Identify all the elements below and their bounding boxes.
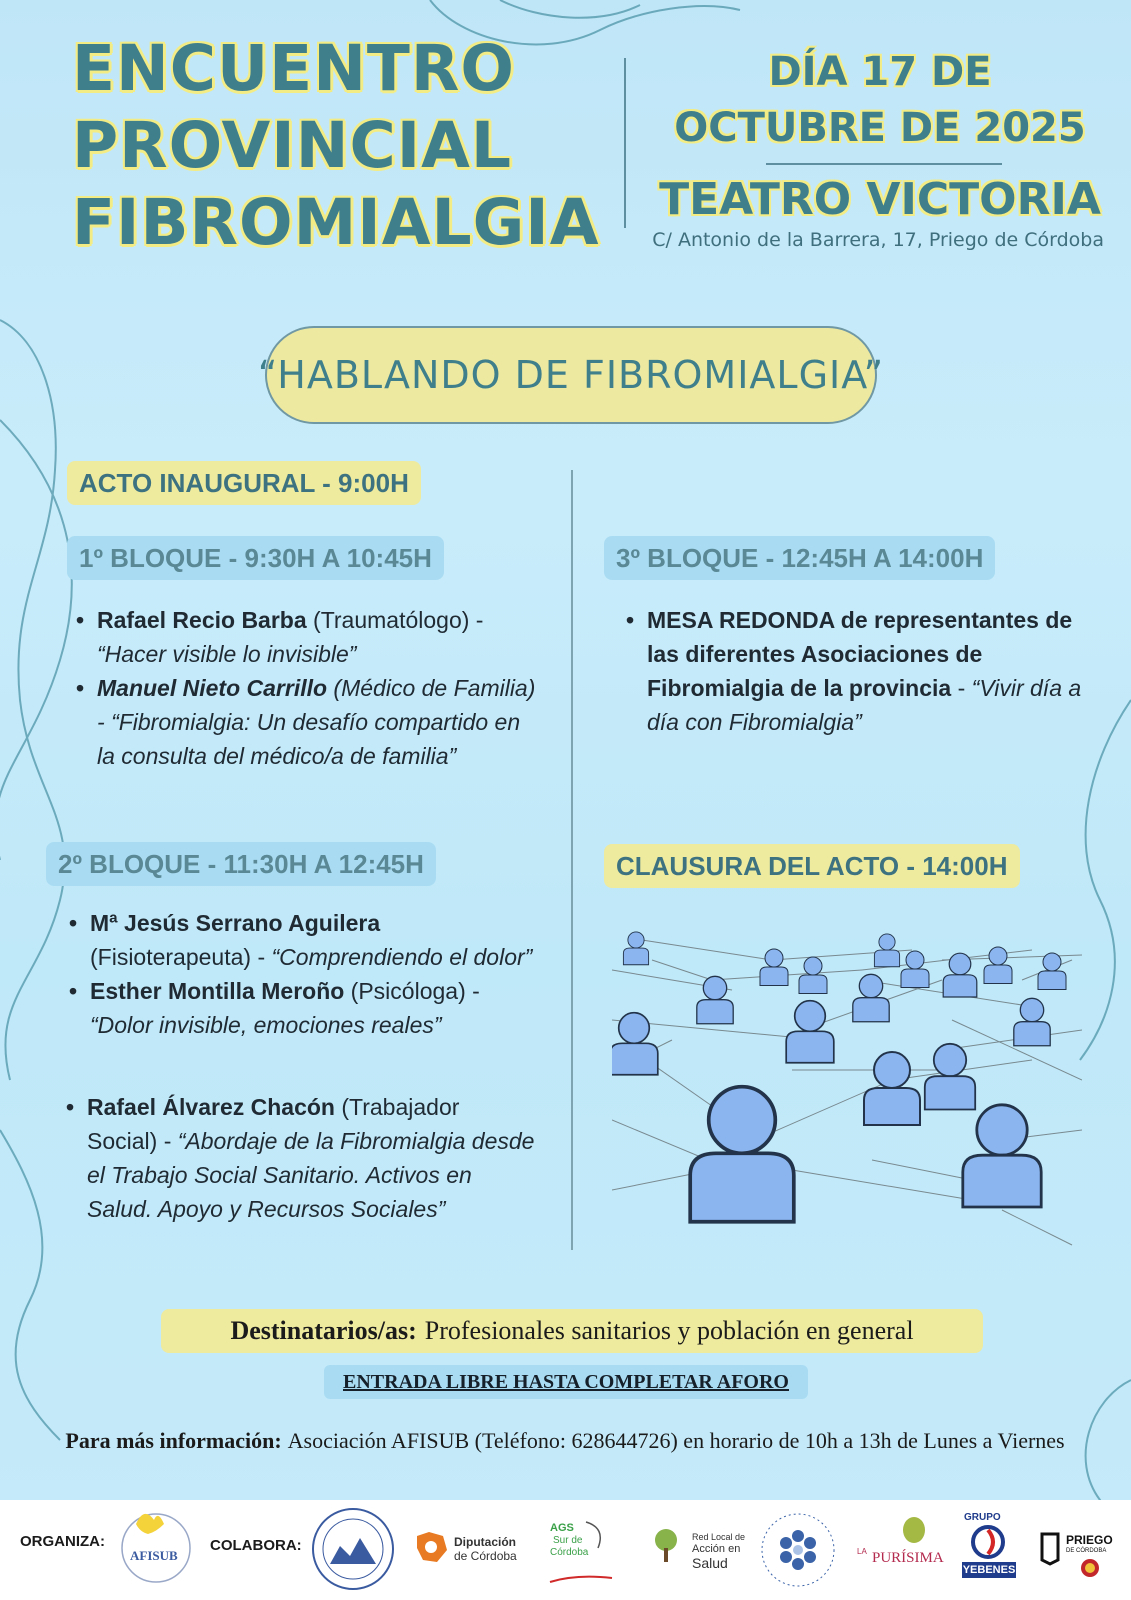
venue-address: C/ Antonio de la Barrera, 17, Priego de Córdoba <box>652 229 1104 251</box>
list-item: • MESA REDONDA de representantes de las diferentes Asociaciones de Fibromialgia de la provincia - “Vivir día a día con Fibromialgia” <box>626 603 1086 739</box>
column-divider <box>571 470 573 1250</box>
priego-text-1: PRIEGO <box>1066 1533 1113 1547</box>
ags-text-1: AGS <box>550 1522 574 1534</box>
afisub-logo-text: AFISUB <box>130 1548 178 1563</box>
block2-list-extra <box>66 1090 536 1226</box>
sponsor-footer <box>0 1500 1131 1600</box>
audience-banner <box>161 1309 983 1353</box>
block1-badge: 1º BLOQUE - 9:30H A 10:45H <box>67 536 444 580</box>
grupo-text-2: YEBENES <box>962 1564 1016 1576</box>
ags-text-3: Córdoba <box>550 1547 589 1558</box>
purisima-olive-icon <box>896 1514 932 1544</box>
list-item: • Esther Montilla Meroño (Psicóloga) - “Dolor invisible, emociones reales” <box>69 974 539 1042</box>
organiza-label: ORGANIZA: <box>20 1533 105 1550</box>
block1-list <box>76 603 536 773</box>
event-date <box>640 44 1120 156</box>
motto-banner: “HABLANDO DE FIBROMIALGIA” <box>265 326 877 424</box>
diputacion-text-1: Diputación <box>454 1535 516 1549</box>
block3-list <box>626 603 1086 739</box>
opening-badge: ACTO INAUGURAL - 9:00H <box>67 461 421 505</box>
header-divider <box>624 58 626 228</box>
priego-emblem-icon <box>1038 1530 1062 1566</box>
red-text-1: Red Local de <box>692 1532 746 1542</box>
audience-value: Profesionales sanitarios y población en general <box>424 1316 914 1345</box>
audience-label: Destinatarios/as: <box>230 1316 417 1345</box>
priego-text-2: DE CÓRDOBA <box>1066 1548 1107 1554</box>
federacion-flower-logo <box>758 1508 838 1592</box>
ayuntamiento-seal-logo <box>310 1506 396 1592</box>
list-item: • Rafael Álvarez Chacón (Trabajador Social) - “Abordaje de la Fibromialgia desde el Trabajo Social Sanitario. Activos en Salud. Apoyo y Recursos Sociales” <box>66 1090 536 1226</box>
block2-list <box>69 906 539 1042</box>
diputacion-icon <box>415 1530 449 1564</box>
list-item: • Mª Jesús Serrano Aguilera (Fisioterapeuta) - “Comprendiendo el dolor” <box>69 906 539 974</box>
info-label: Para más información: <box>65 1428 282 1453</box>
purisima-text-2: PURÍSIMA <box>872 1550 944 1566</box>
event-title <box>72 30 600 261</box>
grupo-text-1: GRUPO <box>964 1512 1001 1523</box>
colabora-label: COLABORA: <box>210 1537 302 1554</box>
list-item: • Manuel Nieto Carrillo (Médico de Familia) - “Fibromialgia: Un desafío compartido en la consulta del médico/a de familia” <box>76 671 536 773</box>
date-line-1: DÍA 17 DE <box>768 49 992 95</box>
title-line-1: ENCUENTRO <box>72 32 515 105</box>
contact-info <box>50 1424 1080 1458</box>
free-entry-banner: ENTRADA LIBRE HASTA COMPLETAR AFORO <box>324 1365 808 1399</box>
date-divider <box>766 163 1002 165</box>
info-value: Asociación AFISUB (Teléfono: 628644726) en horario de 10h a 13h de Lunes a Viernes <box>287 1428 1065 1453</box>
block2-badge: 2º BLOQUE - 11:30H A 12:45H <box>46 842 436 886</box>
diputacion-text-2: de Córdoba <box>454 1549 517 1563</box>
title-line-3: FIBROMIALGIA <box>72 186 600 259</box>
red-local-tree-icon <box>650 1526 682 1570</box>
venue-name: TEATRO VICTORIA <box>659 174 1101 225</box>
red-text-3: Salud <box>692 1555 728 1571</box>
people-network-illustration <box>612 920 1082 1250</box>
closing-badge: CLAUSURA DEL ACTO - 14:00H <box>604 844 1020 888</box>
block3-badge: 3º BLOQUE - 12:45H A 14:00H <box>604 536 995 580</box>
list-item: • Rafael Recio Barba (Traumatólogo) - “Hacer visible lo invisible” <box>76 603 536 671</box>
title-line-2: PROVINCIAL <box>72 109 513 182</box>
grupo-yebenes-icon <box>966 1524 1010 1560</box>
red-text-2: Acción en <box>692 1543 741 1555</box>
ags-text-2: Sur de <box>553 1535 583 1546</box>
date-line-2: OCTUBRE DE 2025 <box>674 105 1086 151</box>
priego-badge-icon <box>1080 1558 1100 1578</box>
purisima-text-1: LA <box>857 1547 867 1556</box>
